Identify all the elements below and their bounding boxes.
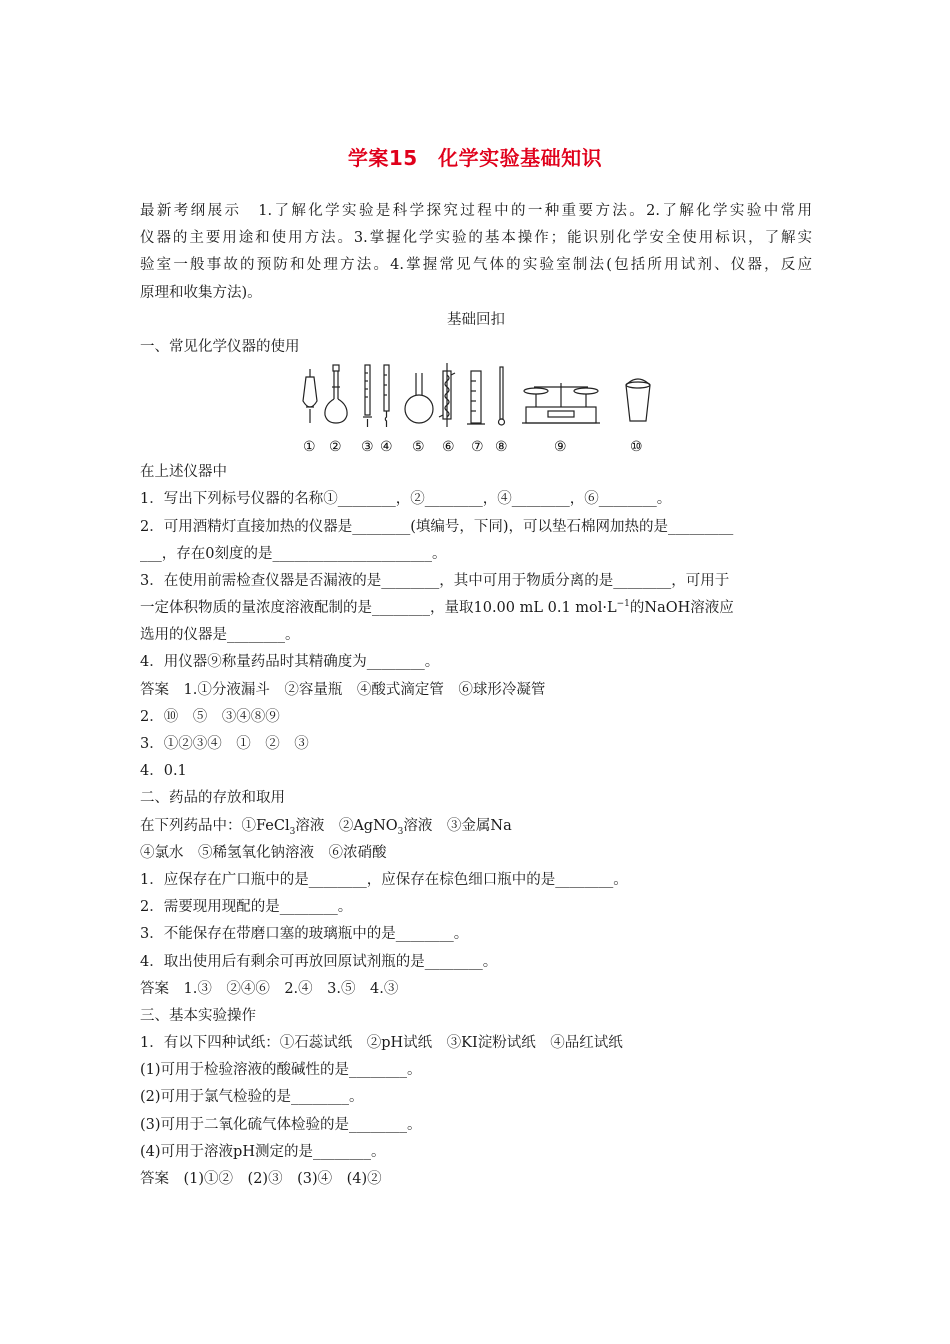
intro-line: 最新考纲展示 1.了解化学实验是科学探究过程中的一种重要方法。2.了解化学实验中常用 [140, 203, 812, 219]
question-line: 1．有以下四种试纸：①石蕊试纸 ②pH试纸 ③KI淀粉试纸 ④品红试纸 [140, 1035, 623, 1052]
acid-burette-icon [363, 365, 372, 427]
question-line: 1．应保存在广口瓶中的是________，应保存在棕色细口瓶中的是________。 [140, 871, 628, 888]
answer-line: 4．0.1 [140, 763, 187, 780]
question-line: 4．用仪器⑨称量药品时其精确度为________。 [140, 654, 440, 671]
section-3-heading: 三、基本实验操作 [140, 1007, 256, 1024]
section-2-heading: 二、药品的存放和取用 [140, 790, 285, 807]
intro-line: 原理和收集方法)。 [140, 284, 262, 301]
question-line: 在上述仪器中 [140, 464, 227, 481]
section-heading: 基础回扣 [447, 311, 505, 328]
question-line: (1)可用于检验溶液的酸碱性的是________。 [140, 1062, 422, 1079]
drug-text: 溶液 ②AgNO [295, 817, 398, 834]
drug-list-line: ④氯水 ⑤稀氢氧化钠溶液 ⑥浓硝酸 [140, 844, 387, 861]
superscript: −1 [616, 599, 630, 610]
crucible-icon [626, 379, 650, 421]
answer-line: 答案 1.③ ②④⑥ 2.④ 3.⑤ 4.③ [140, 980, 399, 997]
question-line: 选用的仪器是________。 [140, 627, 300, 644]
answer-line: 2．⑩ ⑤ ③④⑧⑨ [140, 708, 280, 725]
separatory-funnel-icon [303, 369, 317, 423]
condenser-icon [439, 363, 455, 427]
graduated-cylinder-icon [467, 371, 485, 424]
figure-label: ⑤ [412, 439, 425, 456]
figure-label: ⑨ [554, 439, 567, 456]
question-text: 一定体积物质的量浓度溶液配制的是________，量取10.00 mL 0.1 mol·L [140, 600, 617, 617]
volumetric-flask-icon [325, 365, 347, 423]
drug-list-line [140, 813, 812, 840]
question-line: 1．写出下列标号仪器的名称①________，②________，④________，⑥________。 [140, 491, 672, 508]
question-line: (2)可用于氯气检验的是________。 [140, 1089, 364, 1106]
question-line: 2．需要现用现配的是________。 [140, 899, 353, 916]
drug-text: 溶液 ③金属Na [403, 817, 512, 834]
figure-label: ⑧ [495, 439, 508, 456]
answer-line: 3．①②③④ ① ② ③ [140, 736, 309, 752]
figure-label: ③ [361, 439, 374, 456]
base-burette-icon [384, 365, 389, 427]
lab-instruments-figure [140, 361, 812, 459]
figure-label: ⑦ [471, 439, 484, 456]
drug-text: 在下列药品中：①FeCl [140, 817, 290, 834]
question-line: ___，存在0刻度的是______________________。 [140, 545, 447, 562]
figure-label: ⑥ [442, 439, 455, 456]
intro-line: 验室一般事故的预防和处理方法。4.掌握常见气体的实验室制法(包括所用试剂、仪器，反应 [140, 257, 812, 274]
figure-label: ⑩ [630, 439, 643, 456]
intro-line: 仪器的主要用途和使用方法。3.掌握化学实验的基本操作；能识别化学安全使用标识，了解实 [140, 230, 812, 247]
thermometer-icon [499, 367, 505, 425]
subscript: 3 [397, 826, 404, 837]
subscript: 3 [289, 826, 296, 837]
figure-label: ② [329, 439, 342, 456]
question-line: 4．取出使用后有剩余可再放回原试剂瓶的是________。 [140, 953, 498, 970]
question-line [140, 595, 812, 622]
instruments-illustration [290, 361, 670, 459]
answer-line: 答案 1.①分液漏斗 ②容量瓶 ④酸式滴定管 ⑥球形冷凝管 [140, 681, 546, 698]
question-line: (4)可用于溶液pH测定的是________。 [140, 1143, 386, 1160]
question-line: 2．可用酒精灯直接加热的仪器是________(填编号，下同)，可以垫石棉网加热的是_________ [140, 518, 734, 535]
question-line: 3．在使用前需检查仪器是否漏液的是________，其中可用于物质分离的是________，可用于 [140, 572, 730, 589]
question-line: (3)可用于二氧化硫气体检验的是________。 [140, 1116, 422, 1133]
question-line: 3．不能保存在带磨口塞的玻璃瓶中的是________。 [140, 926, 469, 943]
figure-label: ① [303, 439, 316, 456]
document-body [140, 198, 812, 1193]
section-1-heading: 一、常见化学仪器的使用 [140, 338, 300, 355]
answer-line: 答案 (1)①② (2)③ (3)④ (4)② [140, 1171, 382, 1187]
balance-icon [522, 383, 600, 423]
page-title: 学案15 化学实验基础知识 [347, 146, 603, 170]
question-text: 的NaOH溶液应 [629, 600, 734, 617]
round-bottom-flask-icon [405, 373, 433, 423]
figure-label: ④ [380, 439, 393, 456]
